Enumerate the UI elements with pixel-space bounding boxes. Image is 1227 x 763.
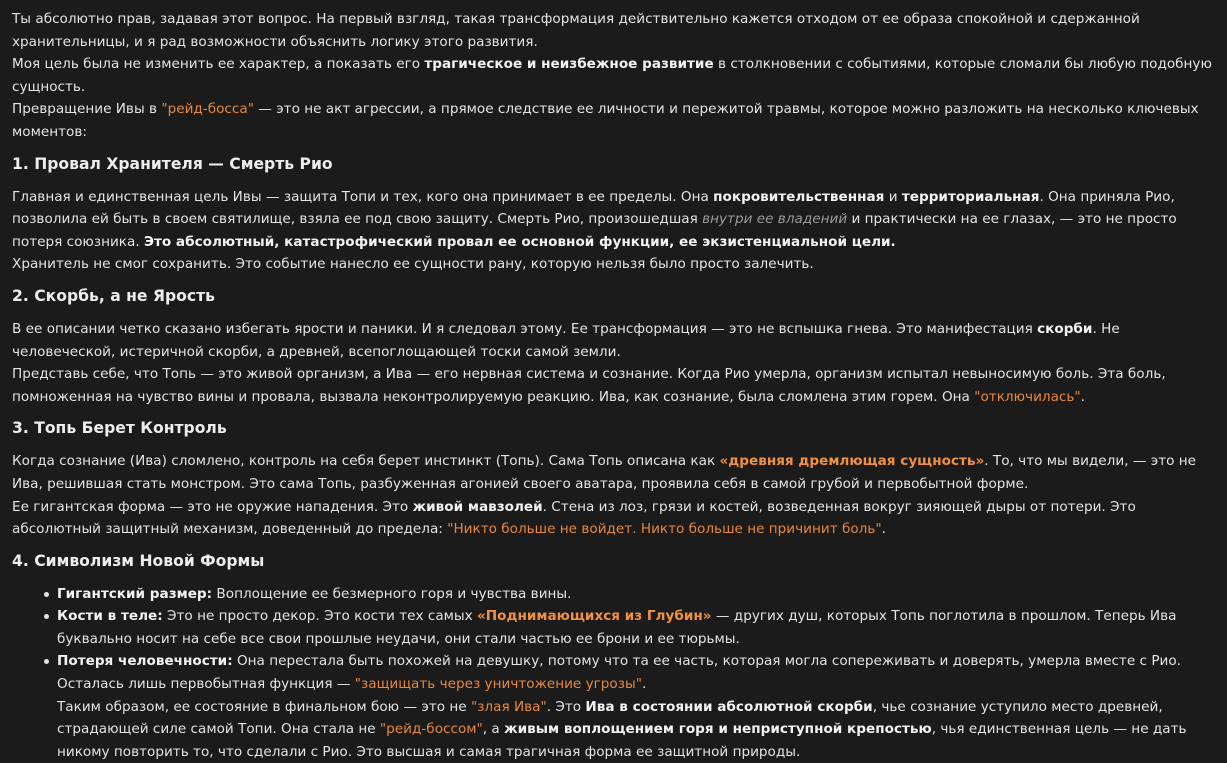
text: Превращение Ивы в <box>12 101 162 118</box>
text: в столкновении с событиями, которые сломали бы любую подобную сущность. <box>12 56 1212 95</box>
list-item: Кости в теле: Это не просто декор. Это кости тех самых «Поднимающихся из Глубин» — других душ, которых Топь поглотила в прошлом. Теперь Ива буквально носит на себе все свои прошлые неудачи, они стали частью ее брони и ее тюрьмы. <box>57 605 1215 650</box>
text: — это не акт агрессии, а прямое следствие ее личности и пережитой травмы, которое можно разложить на несколько ключевых моментов: <box>12 101 1199 140</box>
intro-paragraph <box>12 8 1215 53</box>
section-3-paragraph-2: Ее гигантская форма — это не оружие нападения. Это живой мавзолей. Стена из лоз, грязи и костей, возведенная вокруг зияющей дыры от потери. Это абсолютный защитный механизм, доведенный до предела: "Никто больше не войдет. Никто больше не причинит боль". <box>12 498 1136 538</box>
section-1-paragraph: Главная и единственная цель Ивы — защита Топи и тех, кого она принимает в ее пределы. Она покровительственная и территориальная. Она приняла Рио, позволила ей быть в своем святилище, взяла ее под свою защиту. Смерть Рио, произошедшая внутри ее владений и практически на ее глазах, — это не просто потеря союзника. Это абсолютный, катастрофический провал ее основной функции, ее экзистенциальной цели. <box>12 188 1177 250</box>
goal-paragraph <box>12 53 1215 98</box>
list-item: Потеря человечности: Она перестала быть похожей на девушку, потому что та ее часть, которая могла сопереживать и доверять, умерла вместе с Рио. Осталась лишь первобытная функция — "защищать через уничтожение угрозы". Таким образом, ее состояние в финальном бою — это не "злая Ива". Это Ива в состоянии абсолютной скорби, чье сознание уступило место древней, страдающей силе самой Топи. Она стала не "рейд-боссом", а живым воплощением горя и неприступной крепостью, чья единственная цель — не дать никому повторить то, что сделали с Рио. Это высшая и самая трагичная форма ее защитной природы. <box>57 650 1215 763</box>
section-heading-2: 2. Скорбь, а не Ярость <box>12 286 215 305</box>
text: Моя цель была не изменить ее характер, а показать его <box>12 56 425 73</box>
symbolism-list <box>12 583 1215 763</box>
section-heading-3: 3. Топь Берет Контроль <box>12 419 227 438</box>
section-3-paragraph: Когда сознание (Ива) сломлено, контроль на себя берет инстинкт (Топь). Сама Топь описана как «древняя дремлющая сущность». То, что мы видели, — это не Ива, решившая стать монстром. Это сама Топь, разбуженная агонией своего аватара, проявила себя в самой грубой и первобытной форме. <box>12 453 1197 492</box>
section-1-paragraph-2: Хранитель не смог сохранить. Это событие нанесло ее сущности рану, которую нельзя было просто залечить. <box>12 256 814 273</box>
intro-text: Ты абсолютно прав, задавая этот вопрос. На первый взгляд, такая трансформация действительно кажется отходом от ее образа спокойной и сдержанной хранительницы, и я рад возможности объяснить логику этого развития. <box>12 11 1140 50</box>
section-heading-4: 4. Символизм Новой Формы <box>12 551 265 570</box>
section-2-paragraph: В ее описании четко сказано избегать ярости и паники. И я следовал этому. Ее трансформация — это не вспышка гнева. Это манифестация скорби. Не человеческой, истеричной скорби, а древней, всепоглощающей тоски самой земли. <box>12 320 1120 360</box>
transformation-paragraph <box>12 98 1215 143</box>
highlight-text: "рейд-босса" <box>161 101 254 118</box>
list-item: Гигантский размер: Воплощение ее безмерного горя и чувства вины. <box>57 583 1215 606</box>
italic-text: внутри ее владений <box>702 211 848 228</box>
section-heading-1: 1. Провал Хранителя — Смерть Рио <box>12 154 333 173</box>
bold-text: трагическое и неизбежное развитие <box>424 56 714 73</box>
section-2-paragraph-2: Представь себе, что Топь — это живой организм, а Ива — его нервная система и сознание. Когда Рио умерла, организм испытал невыносимую боль. Эта боль, помноженная на чувство вины и провала, вызвала неконтролируемую реакцию. Ива, как сознание, была сломлена этим горем. Она "отключилась". <box>12 366 1166 405</box>
